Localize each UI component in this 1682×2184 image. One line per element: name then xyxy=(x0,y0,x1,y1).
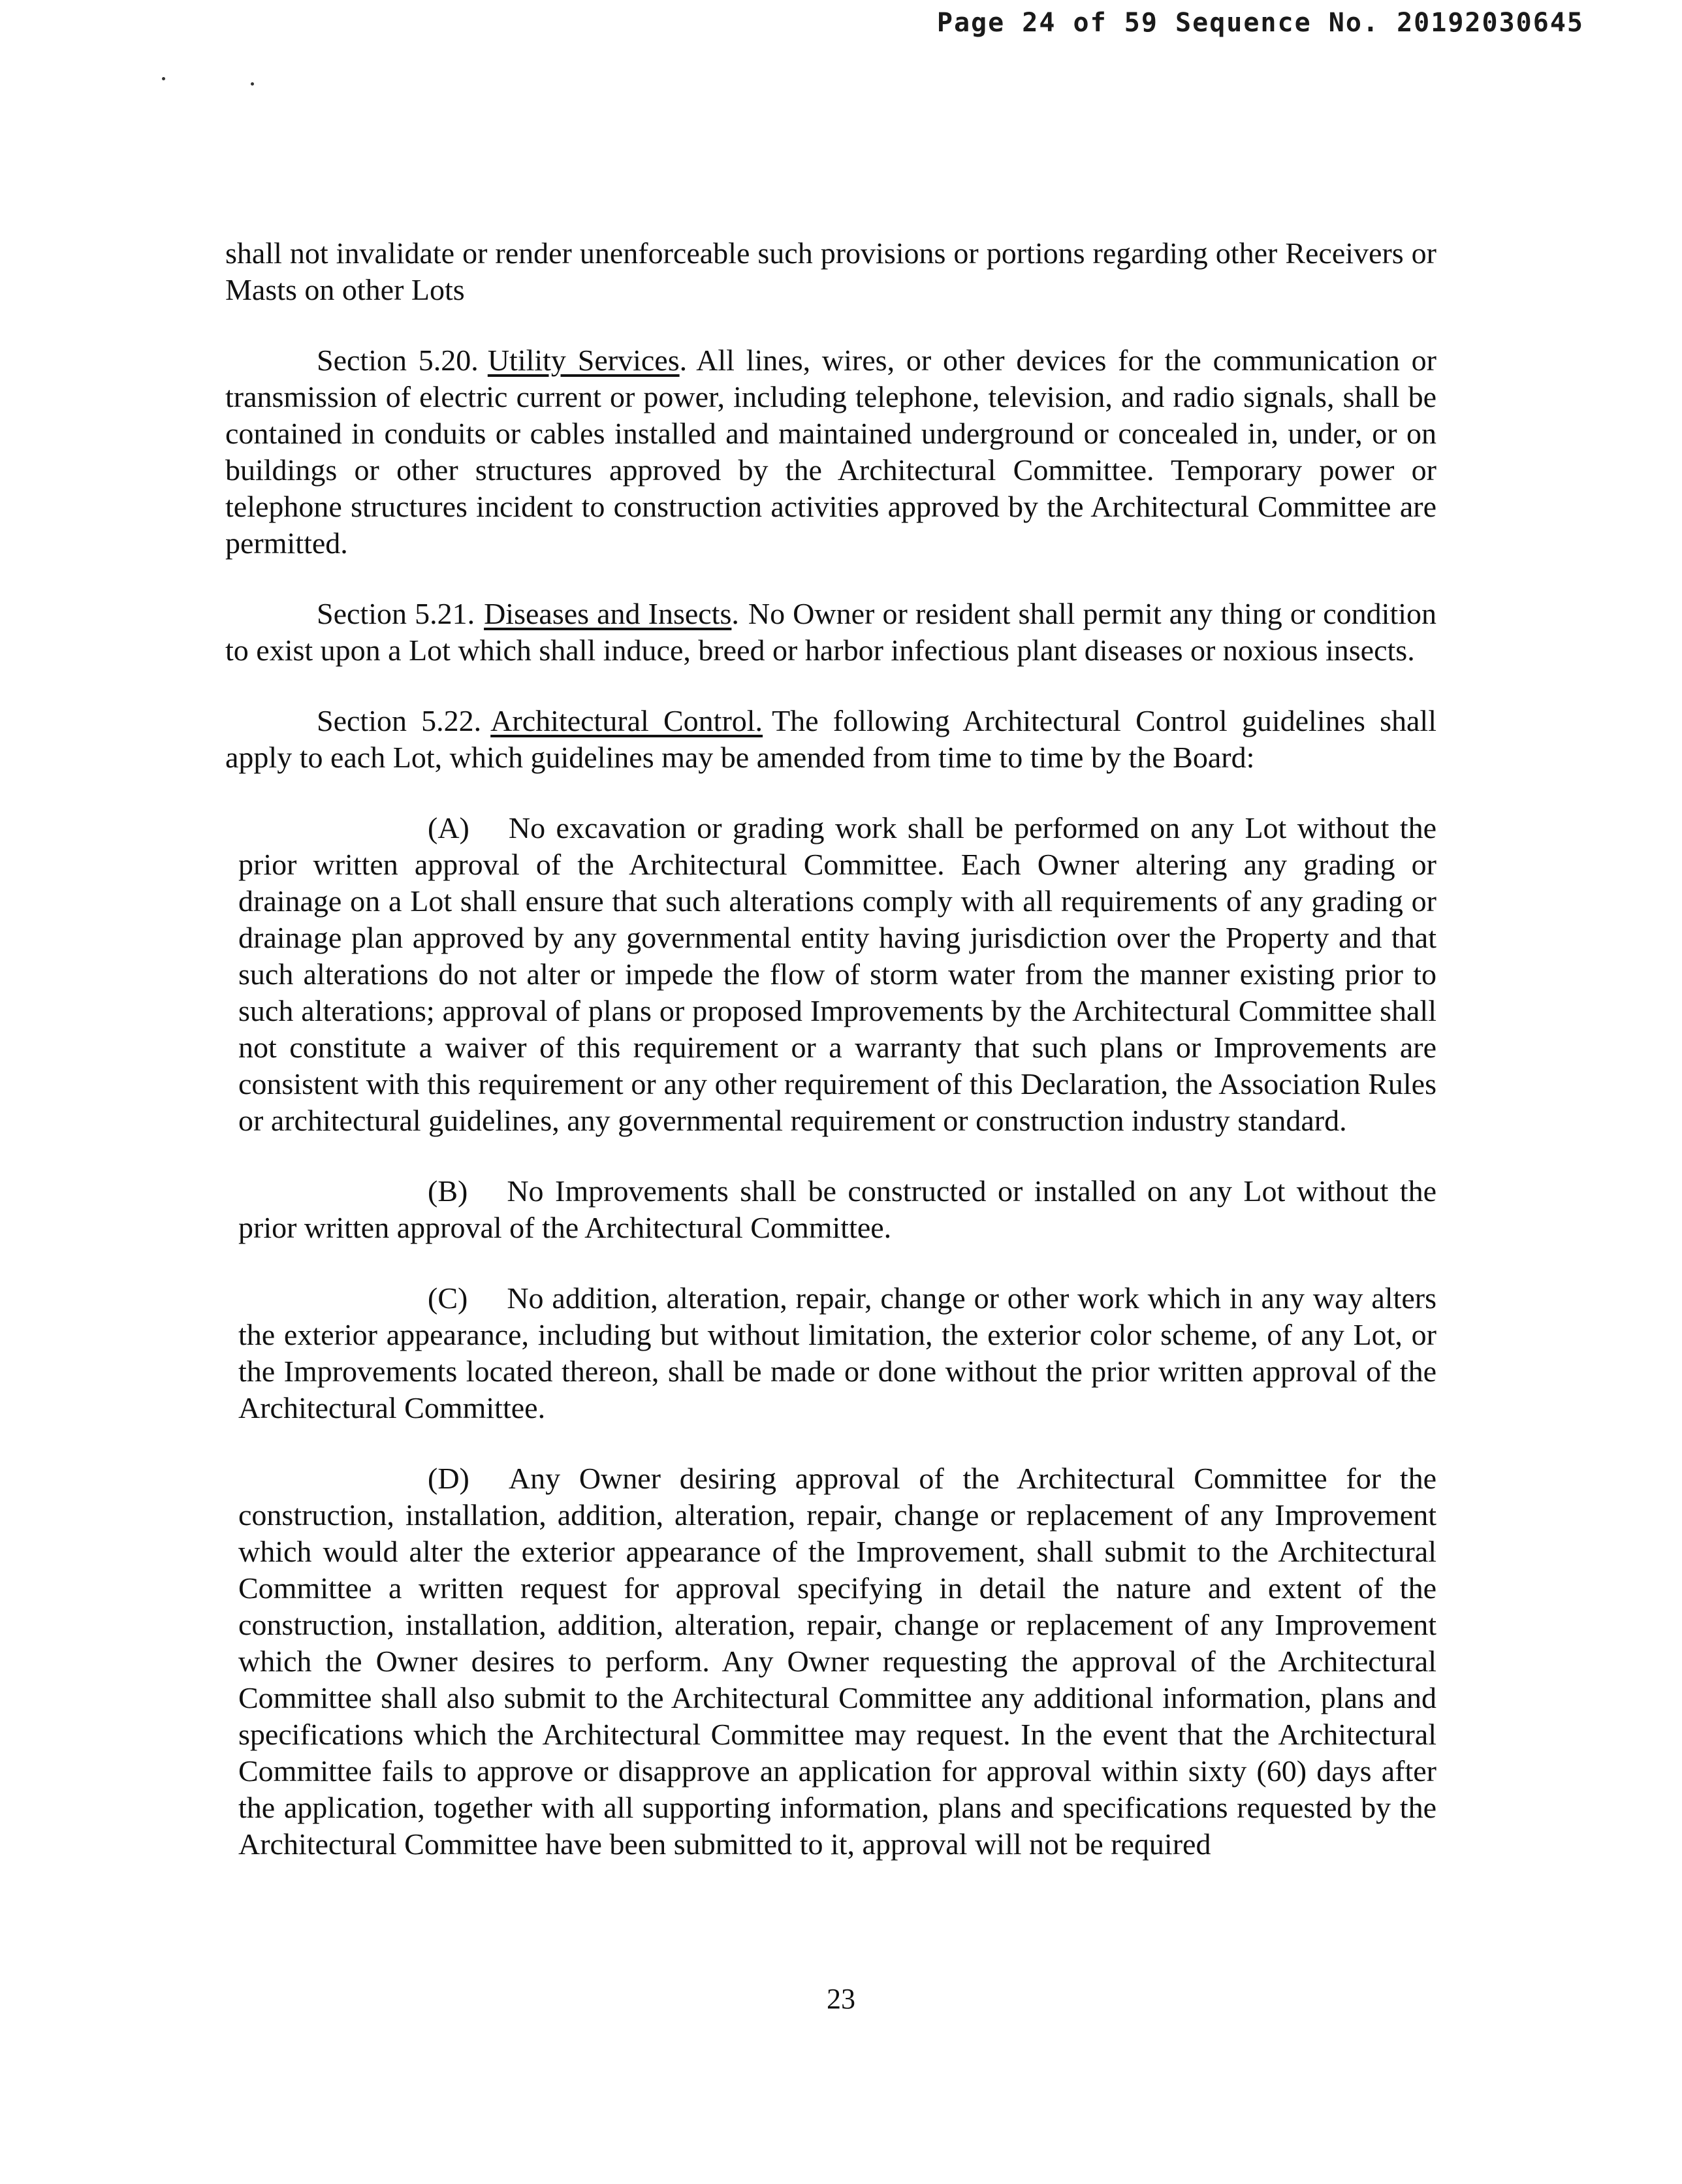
subsection-text: No Improvements shall be constructed or installed on any Lot without the prior written approval of the Architectural Committee. xyxy=(238,1174,1436,1244)
section-number: Section 5.21. xyxy=(317,597,475,630)
section-text: The following Architectural Control guidelines shall apply to each Lot, which guidelines may be amended from time to time by the Board: xyxy=(225,704,1436,774)
page-sequence-header: Page 24 of 59 Sequence No. 20192030645 xyxy=(936,8,1584,38)
scan-speck xyxy=(162,77,165,80)
page-number: 23 xyxy=(827,1983,855,2015)
section-5-21: Section 5.21. Diseases and Insects. No Owner or resident shall permit any thing or condition to exist upon a Lot which shall induce, breed or harbor infectious plant diseases or noxious insects. xyxy=(225,597,1437,667)
subsection-label: (D) xyxy=(428,1462,469,1495)
section-5-22 xyxy=(225,703,1436,776)
subsection-label: (C) xyxy=(428,1281,468,1315)
section-number: Section 5.22. xyxy=(317,704,482,737)
subsection-label: (B) xyxy=(428,1174,468,1208)
section-title: Diseases and Insects xyxy=(484,597,732,630)
subsection-text: No excavation or grading work shall be performed on any Lot without the prior written approval of the Architectural Committee. Each Owner altering any grading or drainage on a Lot shall ensure that such alterations comply with all requirements of any grading or drainage plan approved by any governmental entity having jurisdiction over the Property and that such alterations do not alter or impede the flow of storm water from the manner existing prior to such alterations; approval of plans or proposed Improvements by the Architectural Committee shall not constitute a waiver of this requirement or a warranty that such plans or Improvements are consistent with this requirement or any other requirement of this Declaration, the Association Rules or architectural guidelines, any governmental requirement or construction industry standard. xyxy=(238,811,1436,1137)
subsection-d xyxy=(225,1460,1436,1863)
section-text: No Owner or resident shall permit any thing or condition to exist upon a Lot which shall induce, breed or harbor infectious plant diseases or noxious insects. xyxy=(225,597,1437,667)
section-title: Utility Services xyxy=(487,344,680,377)
section-number: Section 5.20. xyxy=(317,344,479,377)
section-title: Architectural Control. xyxy=(490,704,763,737)
continuation-paragraph: shall not invalidate or render unenforceable such provisions or portions regarding other Receivers or Masts on other Lots xyxy=(225,236,1436,306)
subsection-b xyxy=(225,1173,1436,1246)
document-body xyxy=(225,235,1436,1897)
section-text: All lines, wires, or other devices for the communication or transmission of electric current or power, including telephone, television, and radio signals, shall be contained in conduits or cables installed and maintained underground or concealed in, under, or on buildings or other structures approved by the Architectural Committee. Temporary power or telephone structures incident to construction activities approved by the Architectural Committee are permitted. xyxy=(225,344,1436,560)
subsection-a xyxy=(225,810,1436,1139)
section-5-20: Section 5.20. Utility Services. All lines, wires, or other devices for the communication or transmission of electric current or power, including telephone, television, and radio signals, shall be contained in conduits or cables installed and maintained underground or concealed in, under, or on buildings or other structures approved by the Architectural Committee. Temporary power or telephone structures incident to construction activities approved by the Architectural Committee are permitted. xyxy=(225,344,1436,560)
subsection-label: (A) xyxy=(428,811,469,844)
subsection-c xyxy=(225,1280,1436,1426)
subsection-text: No addition, alteration, repair, change or other work which in any way alters the exterior appearance, including but without limitation, the exterior color scheme, of any Lot, or the Improvements located thereon, shall be made or done without the prior written approval of the Architectural Committee. xyxy=(238,1281,1436,1424)
subsection-text: Any Owner desiring approval of the Architectural Committee for the construction, installation, addition, alteration, repair, change or replacement of any Improvement which would alter the exterior appearance of the Improvement, shall submit to the Architectural Committee a written request for approval specifying in detail the nature and extent of the construction, installation, addition, alteration, repair, change or replacement of any Improvement which the Owner desires to perform. Any Owner requesting the approval of the Architectural Committee shall also submit to the Architectural Committee any additional information, plans and specifications which the Architectural Committee may request. In the event that the Architectural Committee fails to approve or disapprove an application for approval within sixty (60) days after the application, together with all supporting information, plans and specifications requested by the Architectural Committee have been submitted to it, approval will not be required xyxy=(238,1462,1436,1861)
scan-speck xyxy=(251,82,254,86)
